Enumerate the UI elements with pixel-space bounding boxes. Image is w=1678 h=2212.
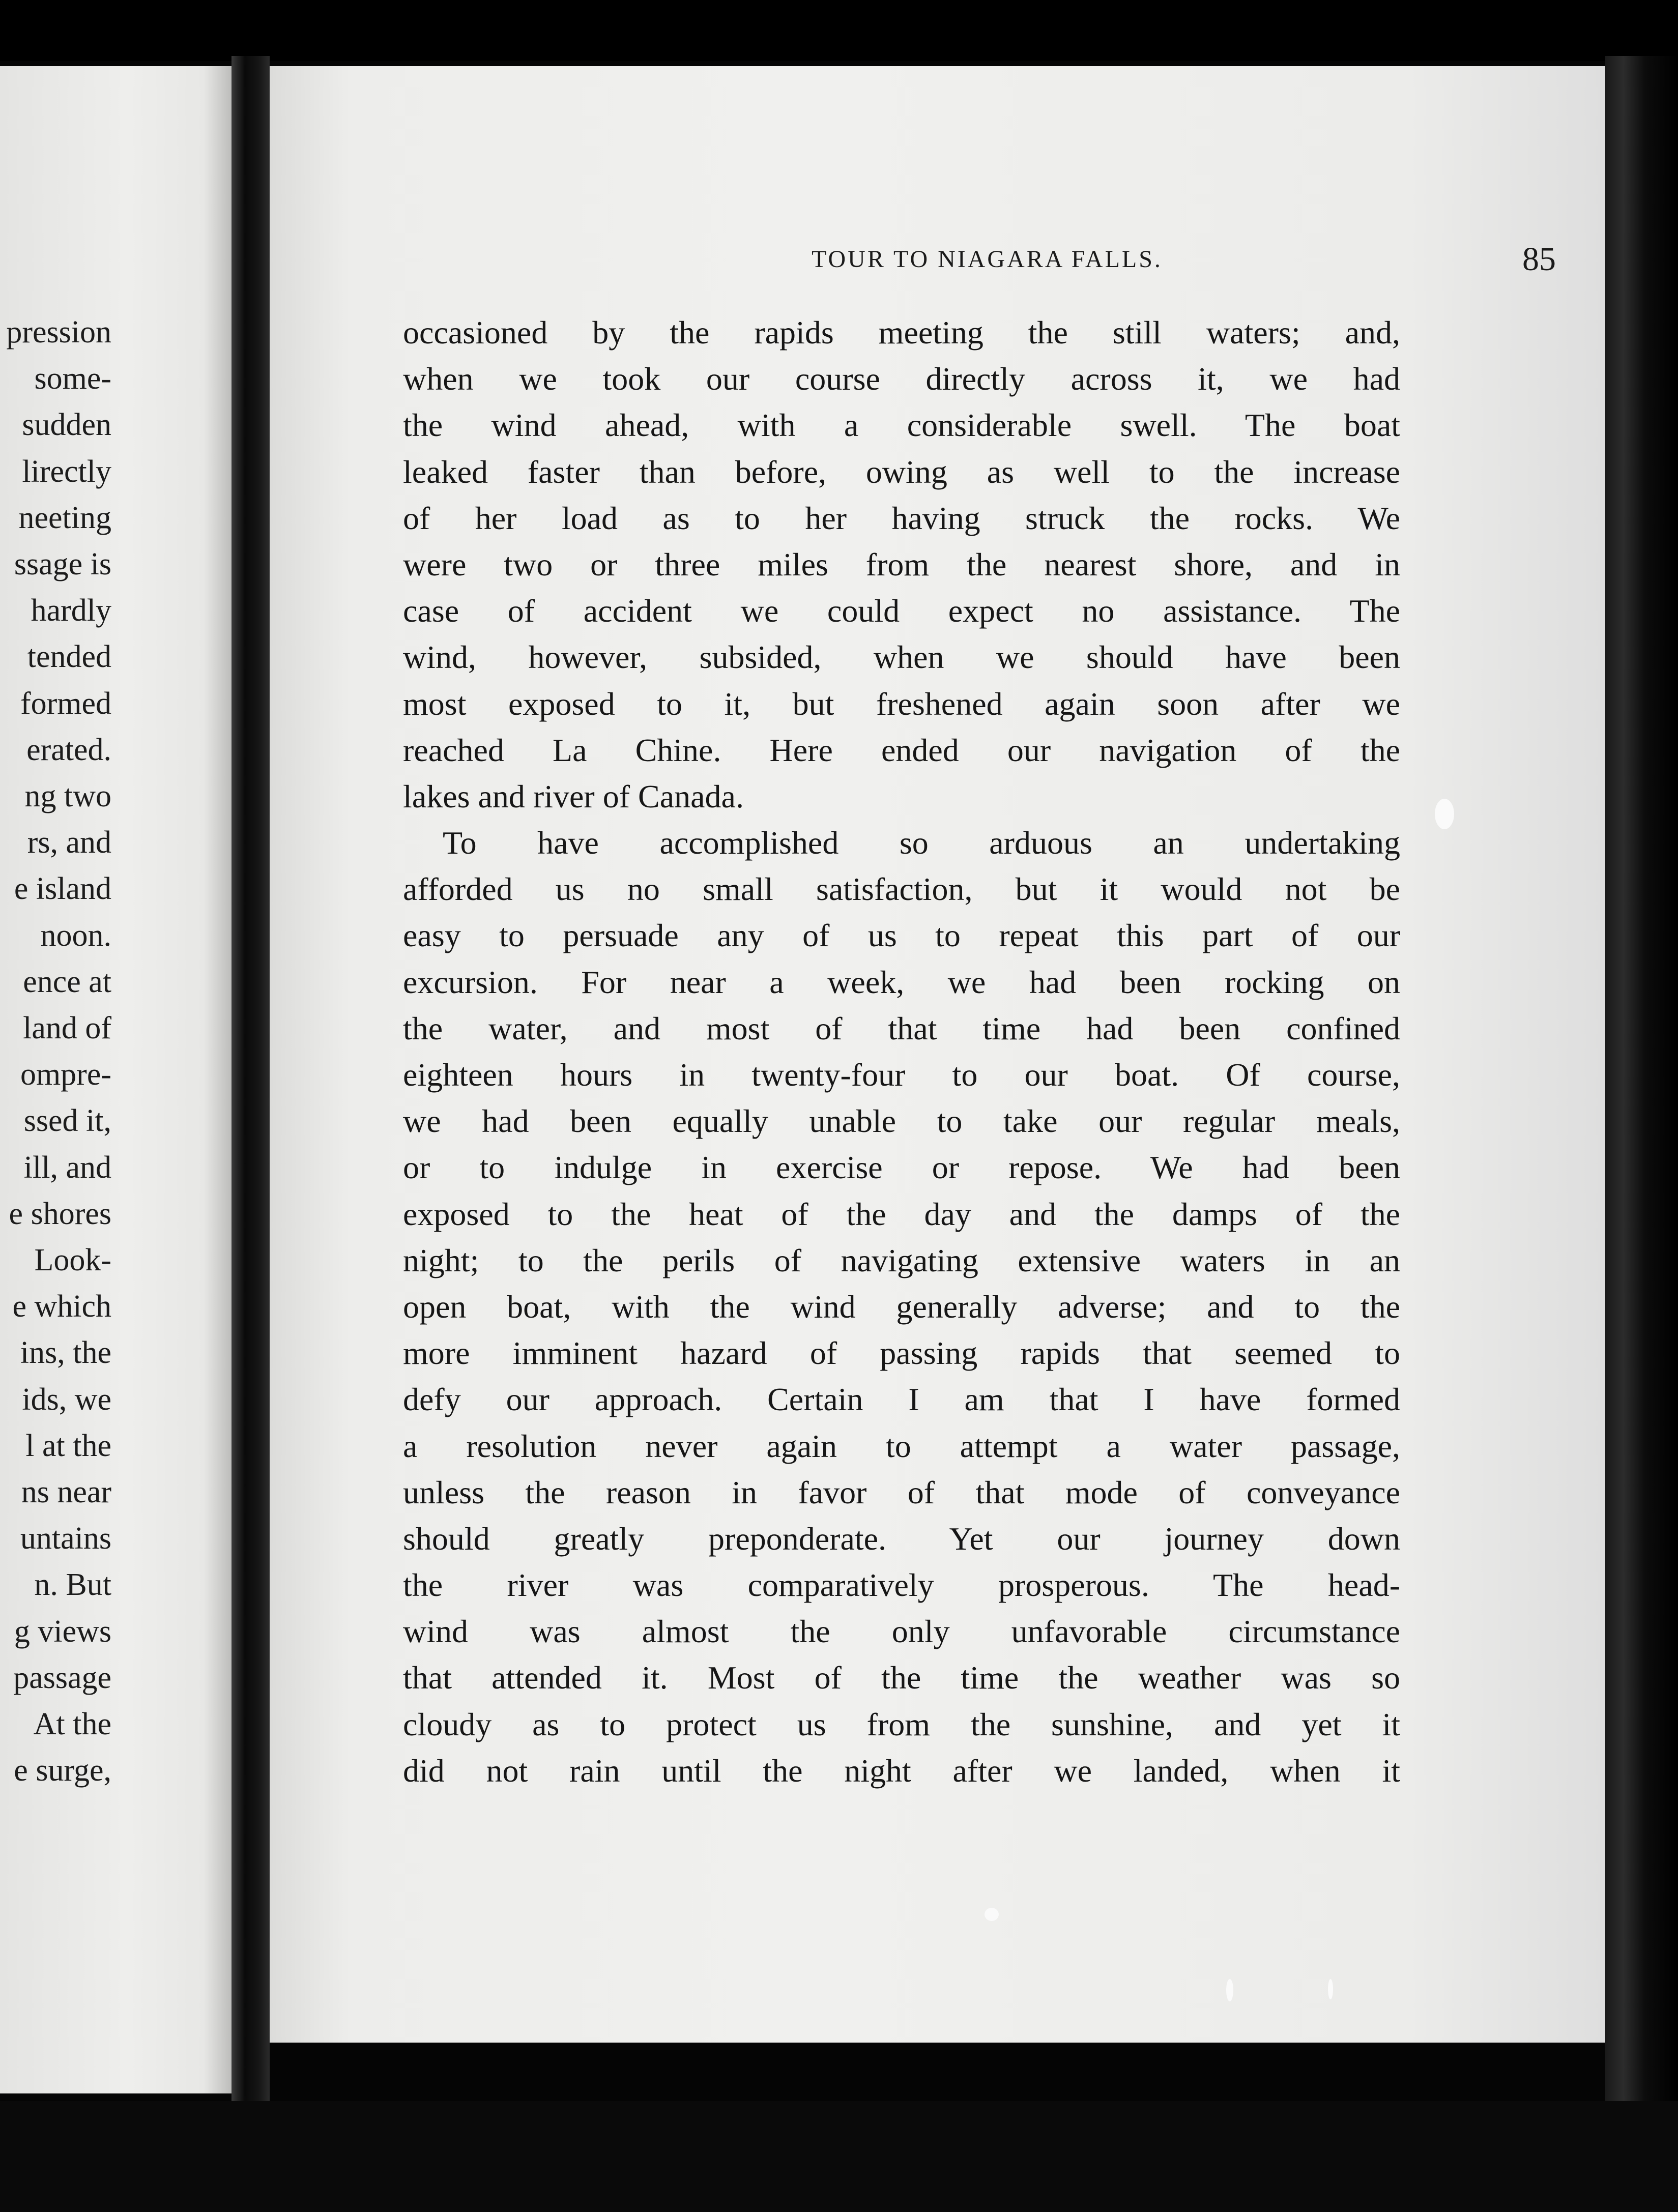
left-page-line: e surge, — [14, 1753, 111, 1788]
scan-top-border — [0, 0, 1678, 61]
left-page-line: neeting — [18, 500, 111, 535]
dust-speck — [1328, 1979, 1333, 1999]
left-page-line: ssage is — [14, 547, 111, 582]
scan-right-border — [1605, 56, 1678, 2111]
left-page-line: lirectly — [22, 454, 111, 489]
dust-speck — [985, 1908, 999, 1921]
left-page-line: g views — [14, 1614, 111, 1649]
paragraph-1 — [403, 309, 1400, 820]
text-line: To have accomplished so arduous an undertaking — [443, 825, 1400, 861]
left-page-line: n. But — [34, 1567, 111, 1603]
left-page-line: hardly — [31, 593, 111, 628]
text-line: lakes and river of Canada. — [403, 778, 744, 814]
text-line: we had been equally unable to take our regular meals, — [403, 1103, 1400, 1140]
left-page-line: l at the — [25, 1428, 111, 1463]
text-line: when we took our course directly across it, we had — [403, 361, 1400, 397]
text-line: wind was almost the only unfavorable circumstance — [403, 1613, 1400, 1650]
left-page-line: untains — [20, 1521, 111, 1556]
text-line: defy our approach. Certain I am that I have formed — [403, 1381, 1400, 1418]
left-page-line: formed — [20, 686, 111, 721]
text-line: most exposed to it, but freshened again soon after we — [403, 685, 1400, 722]
left-page-line: ompre- — [20, 1057, 111, 1092]
left-page-line: tended — [27, 639, 111, 675]
left-page-text-fragments — [6, 309, 111, 1794]
left-page-line: Look- — [34, 1243, 111, 1278]
left-page-line: e island — [14, 871, 111, 907]
text-line: occasioned by the rapids meeting the still waters; and, — [403, 314, 1400, 351]
left-page-line: ids, we — [22, 1382, 111, 1417]
left-page-line: ssed it, — [23, 1103, 111, 1139]
text-line: that attended it. Most of the time the weather was so — [403, 1660, 1400, 1696]
left-page-line: e which — [12, 1289, 111, 1324]
text-line: case of accident we could expect no assistance. The — [403, 593, 1400, 629]
dust-speck — [1226, 1979, 1233, 2001]
book-gutter — [232, 56, 270, 2111]
dust-speck — [1435, 799, 1454, 829]
scan-bottom-border — [0, 2101, 1678, 2212]
text-line: afforded us no small satisfaction, but it would not be — [403, 871, 1400, 908]
left-page-line: ill, and — [23, 1150, 111, 1185]
text-line: the river was comparatively prosperous. The head- — [403, 1567, 1400, 1604]
running-head — [270, 239, 1605, 280]
text-line: excursion. For near a week, we had been rocking on — [403, 964, 1400, 1000]
left-page-line: At the — [33, 1707, 111, 1742]
text-line: easy to persuade any of us to repeat this part of our — [403, 917, 1400, 954]
running-title: TOUR TO NIAGARA FALLS. — [812, 246, 1163, 273]
text-line: were two or three miles from the nearest shore, and in — [403, 546, 1400, 583]
text-line: exposed to the heat of the day and the damps of the — [403, 1196, 1400, 1232]
left-page-line: e shores — [9, 1196, 111, 1231]
page-number: 85 — [1522, 241, 1556, 278]
text-line: of her load as to her having struck the rocks. We — [403, 500, 1400, 536]
paragraph-2 — [403, 820, 1400, 1794]
left-page-line: erated. — [26, 732, 111, 767]
left-page-line: noon. — [40, 918, 111, 953]
left-page-line: ins, the — [20, 1335, 111, 1371]
text-line: should greatly preponderate. Yet our journey down — [403, 1520, 1400, 1557]
left-page-line: ence at — [23, 964, 111, 999]
left-page-line: pression — [6, 315, 111, 350]
left-page-line: ns near — [21, 1475, 111, 1510]
text-line: open boat, with the wind generally adverse; and to the — [403, 1288, 1400, 1325]
left-page — [0, 66, 232, 2093]
left-page-line: some- — [34, 361, 111, 396]
left-page-line: passage — [13, 1660, 111, 1695]
left-page-line: land of — [23, 1011, 111, 1046]
text-line: cloudy as to protect us from the sunshine, and yet it — [403, 1706, 1400, 1742]
body-text — [403, 309, 1400, 1794]
text-line: more imminent hazard of passing rapids that seemed to — [403, 1335, 1400, 1372]
left-page-line: rs, and — [27, 825, 111, 860]
text-line: leaked faster than before, owing as well to the increase — [403, 453, 1400, 490]
text-line: eighteen hours in twenty-four to our boat. Of course, — [403, 1057, 1400, 1093]
left-page-line: sudden — [22, 408, 111, 443]
text-line: wind, however, subsided, when we should have been — [403, 639, 1400, 676]
text-line: did not rain until the night after we landed, when it — [403, 1752, 1400, 1789]
text-line: or to indulge in exercise or repose. We had been — [403, 1149, 1400, 1186]
text-line: the water, and most of that time had been confined — [403, 1010, 1400, 1046]
left-page-line: ng two — [24, 779, 111, 814]
text-line: night; to the perils of navigating extensive waters in an — [403, 1242, 1400, 1278]
text-line: a resolution never again to attempt a water passage, — [403, 1428, 1400, 1464]
text-line: the wind ahead, with a considerable swell. The boat — [403, 407, 1400, 444]
right-page — [270, 66, 1605, 2043]
text-line: unless the reason in favor of that mode of conveyance — [403, 1474, 1400, 1510]
text-line: reached La Chine. Here ended our navigation of the — [403, 732, 1400, 768]
